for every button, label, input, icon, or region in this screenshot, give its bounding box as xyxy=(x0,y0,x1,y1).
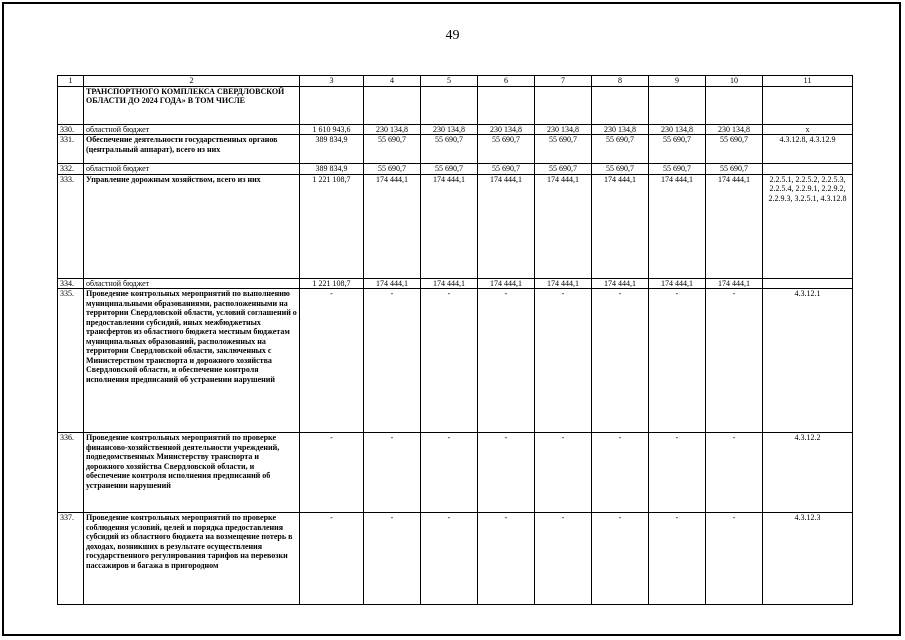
value-cell: 55 690,7 xyxy=(649,135,706,164)
value-cell: 1 610 943,6 xyxy=(300,124,364,135)
table-row xyxy=(58,124,853,135)
column-number-header: 3 xyxy=(300,76,364,87)
target-code xyxy=(763,278,853,289)
value-cell: 55 690,7 xyxy=(421,164,478,175)
value-cell: 389 834,9 xyxy=(300,135,364,164)
column-number-header: 9 xyxy=(649,76,706,87)
value-cell: - xyxy=(478,513,535,605)
value-cell: 55 690,7 xyxy=(535,135,592,164)
value-cell: 174 444,1 xyxy=(421,278,478,289)
value-cell: - xyxy=(364,513,421,605)
page-number: 49 xyxy=(445,28,460,43)
row-number: 333. xyxy=(58,174,84,278)
column-number-header: 4 xyxy=(364,76,421,87)
value-cell: - xyxy=(592,513,649,605)
value-cell: 230 134,8 xyxy=(364,124,421,135)
value-cell: - xyxy=(300,433,364,513)
column-number-header: 8 xyxy=(592,76,649,87)
table-row xyxy=(58,278,853,289)
value-cell: 174 444,1 xyxy=(478,174,535,278)
row-number: 334. xyxy=(58,278,84,289)
value-cell: - xyxy=(478,289,535,433)
value-cell: 55 690,7 xyxy=(706,164,763,175)
value-cell: 1 221 108,7 xyxy=(300,278,364,289)
value-cell: 55 690,7 xyxy=(535,164,592,175)
value-cell: 55 690,7 xyxy=(421,135,478,164)
target-code: х xyxy=(763,124,853,135)
value-cell: 230 134,8 xyxy=(592,124,649,135)
value-cell: - xyxy=(649,289,706,433)
column-number-header: 5 xyxy=(421,76,478,87)
row-number: 337. xyxy=(58,513,84,605)
row-name: Проведение контрольных мероприятий по проверке соблюдения условий, целей и порядка предоставления субсидий из областного бюджета на возмещение потерь в доходах, возникших в результате осуществления государственного регулирования тарифов на перевозки пассажиров и багажа в пригородном xyxy=(84,513,300,605)
value-cell: - xyxy=(478,433,535,513)
value-cell: 389 834,9 xyxy=(300,164,364,175)
row-name: Управление дорожным хозяйством, всего из них xyxy=(84,174,300,278)
table-row xyxy=(58,513,853,605)
value-cell: - xyxy=(364,433,421,513)
table-row xyxy=(58,86,853,124)
value-cell xyxy=(364,86,421,124)
table-row xyxy=(58,289,853,433)
value-cell xyxy=(706,86,763,124)
value-cell: - xyxy=(706,289,763,433)
value-cell: 174 444,1 xyxy=(535,174,592,278)
table-row xyxy=(58,164,853,175)
value-cell: 230 134,8 xyxy=(706,124,763,135)
value-cell: 174 444,1 xyxy=(706,174,763,278)
value-cell: 55 690,7 xyxy=(478,135,535,164)
target-code: 2.2.5.1, 2.2.5.2, 2.2.5.3, 2.2.5.4, 2.2.9.1, 2.2.9.2, 2.2.9.3, 3.2.5.1, 4.3.12.8 xyxy=(763,174,853,278)
value-cell: 230 134,8 xyxy=(649,124,706,135)
row-number: 332. xyxy=(58,164,84,175)
value-cell: - xyxy=(535,513,592,605)
table-row xyxy=(58,135,853,164)
value-cell: 55 690,7 xyxy=(592,164,649,175)
row-number: 335. xyxy=(58,289,84,433)
value-cell xyxy=(421,86,478,124)
value-cell: - xyxy=(364,289,421,433)
value-cell: 230 134,8 xyxy=(478,124,535,135)
value-cell: 174 444,1 xyxy=(592,174,649,278)
value-cell: - xyxy=(592,289,649,433)
value-cell: - xyxy=(300,513,364,605)
value-cell: - xyxy=(706,513,763,605)
value-cell: 1 221 108,7 xyxy=(300,174,364,278)
value-cell: - xyxy=(300,289,364,433)
value-cell: 230 134,8 xyxy=(535,124,592,135)
budget-table xyxy=(57,75,853,605)
value-cell: - xyxy=(706,433,763,513)
value-cell: 174 444,1 xyxy=(421,174,478,278)
table-row xyxy=(58,433,853,513)
value-cell: - xyxy=(421,433,478,513)
row-name: областной бюджет xyxy=(84,278,300,289)
column-number-header: 11 xyxy=(763,76,853,87)
value-cell xyxy=(300,86,364,124)
value-cell xyxy=(592,86,649,124)
target-code: 4.3.12.8, 4.3.12.9 xyxy=(763,135,853,164)
target-code: 4.3.12.3 xyxy=(763,513,853,605)
row-number xyxy=(58,86,84,124)
value-cell: - xyxy=(421,513,478,605)
target-code xyxy=(763,164,853,175)
column-number-header: 10 xyxy=(706,76,763,87)
target-code: 4.3.12.2 xyxy=(763,433,853,513)
value-cell: - xyxy=(535,433,592,513)
value-cell: 174 444,1 xyxy=(535,278,592,289)
value-cell: 55 690,7 xyxy=(478,164,535,175)
row-name: Проведение контрольных мероприятий по проверке финансово-хозяйственной деятельности учреждений, подведомственных Министерству транспорта и дорожного хозяйства Свердловской области, и обеспечение контроля исполнения предписаний об устранении нарушений xyxy=(84,433,300,513)
row-name: областной бюджет xyxy=(84,124,300,135)
value-cell: 55 690,7 xyxy=(649,164,706,175)
value-cell: - xyxy=(649,433,706,513)
value-cell: 55 690,7 xyxy=(364,164,421,175)
row-number: 336. xyxy=(58,433,84,513)
value-cell: 55 690,7 xyxy=(706,135,763,164)
value-cell: - xyxy=(649,513,706,605)
table-row xyxy=(58,174,853,278)
value-cell: 174 444,1 xyxy=(478,278,535,289)
value-cell xyxy=(535,86,592,124)
value-cell: - xyxy=(535,289,592,433)
column-number-header: 2 xyxy=(84,76,300,87)
column-number-header: 7 xyxy=(535,76,592,87)
value-cell: 174 444,1 xyxy=(649,278,706,289)
value-cell: - xyxy=(421,289,478,433)
value-cell: 174 444,1 xyxy=(706,278,763,289)
target-code xyxy=(763,86,853,124)
row-number: 330. xyxy=(58,124,84,135)
value-cell xyxy=(649,86,706,124)
value-cell: 174 444,1 xyxy=(649,174,706,278)
row-name: Проведение контрольных мероприятий по выполнению муниципальными образованиями, расположенными на территории Свердловской области, условий соглашений о предоставлении субсидий, иных межбюджетных трансфертов из областного бюджета местным бюджетам муниципальных образований, расположенных на территории Свердловской области, заключенных с Министерством транспорта и дорожного хозяйства Свердловской области, и обеспечение контроля исполнения предписаний об устранении нарушений xyxy=(84,289,300,433)
value-cell: 174 444,1 xyxy=(592,278,649,289)
column-number-header: 6 xyxy=(478,76,535,87)
row-number: 331. xyxy=(58,135,84,164)
value-cell: 174 444,1 xyxy=(364,278,421,289)
value-cell: - xyxy=(592,433,649,513)
row-name: областной бюджет xyxy=(84,164,300,175)
value-cell xyxy=(478,86,535,124)
value-cell: 55 690,7 xyxy=(364,135,421,164)
value-cell: 174 444,1 xyxy=(364,174,421,278)
target-code: 4.3.12.1 xyxy=(763,289,853,433)
column-number-header: 1 xyxy=(58,76,84,87)
value-cell: 55 690,7 xyxy=(592,135,649,164)
row-name: ТРАНСПОРТНОГО КОМПЛЕКСА СВЕРДЛОВСКОЙ ОБЛАСТИ ДО 2024 ГОДА» В ТОМ ЧИСЛЕ xyxy=(84,86,300,124)
value-cell: 230 134,8 xyxy=(421,124,478,135)
row-name: Обеспечение деятельности государственных органов (центральный аппарат), всего из них xyxy=(84,135,300,164)
table-header-row xyxy=(58,76,853,87)
